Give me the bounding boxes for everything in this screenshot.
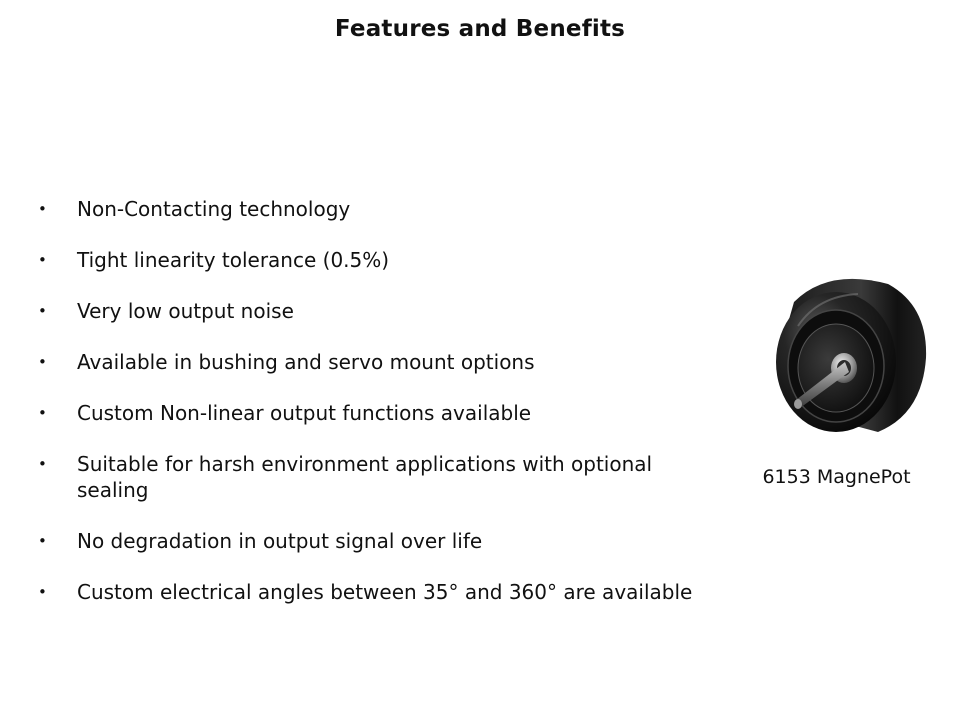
list-item: [38, 400, 698, 426]
feature-list: [38, 196, 698, 630]
bullet-icon: •: [38, 200, 47, 218]
bullet-icon: •: [38, 302, 47, 320]
list-item: [38, 349, 698, 375]
list-item: [38, 196, 698, 222]
bullet-icon: •: [38, 455, 47, 473]
bullet-icon: •: [38, 251, 47, 269]
list-item-text: Very low output noise: [77, 299, 294, 323]
list-item: [38, 451, 698, 503]
list-item: [38, 247, 698, 273]
bullet-icon: •: [38, 583, 47, 601]
list-item: [38, 528, 698, 554]
potentiometer-photo-icon: [758, 266, 934, 442]
list-item-text: Custom electrical angles between 35° and 360° are available: [77, 580, 693, 604]
list-item: [38, 579, 698, 605]
list-item-text: Non-Contacting technology: [77, 197, 351, 221]
list-item-text: Tight linearity tolerance (0.5%): [77, 248, 390, 272]
bullet-icon: •: [38, 532, 47, 550]
product-figure: [740, 262, 940, 502]
bullet-icon: •: [38, 404, 47, 422]
list-item: [38, 298, 698, 324]
list-item-text: Available in bushing and servo mount options: [77, 350, 535, 374]
list-item-text: No degradation in output signal over life: [77, 529, 483, 553]
list-item-text: Custom Non-linear output functions available: [77, 401, 532, 425]
slide-title: Features and Benefits: [334, 16, 626, 42]
bullet-icon: •: [38, 353, 47, 371]
product-caption: 6153 MagnePot: [762, 466, 911, 488]
list-item-text: Suitable for harsh environment applications with optional sealing: [77, 452, 653, 502]
